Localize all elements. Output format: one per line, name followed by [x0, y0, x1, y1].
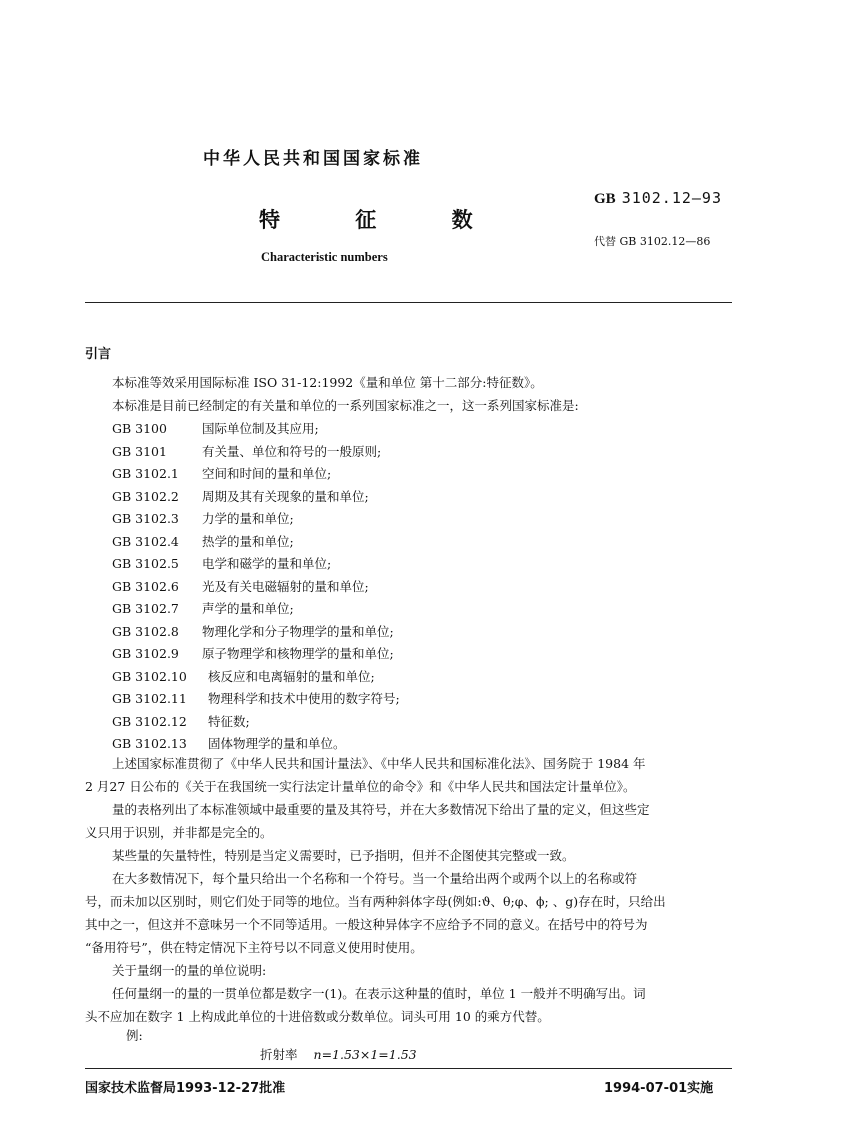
formula-expression: n=1.53×1=1.53 — [313, 1047, 417, 1062]
standard-code: GB 3102.3 — [112, 511, 179, 526]
standard-list-item — [112, 489, 369, 505]
standard-list-item — [112, 534, 294, 550]
example-label: 例: — [126, 1028, 143, 1043]
standard-name: 热学的量和单位; — [202, 534, 294, 549]
standard-number — [594, 189, 722, 208]
standard-name: 核反应和电离辐射的量和单位; — [208, 669, 375, 684]
standard-code: GB 3102.10 — [112, 669, 187, 684]
paragraph-7: 关于量纲一的量的单位说明: — [112, 963, 267, 978]
header-divider — [85, 302, 732, 303]
paragraph-6-line-4: “备用符号”，供在特定情况下主符号以不同意义使用时使用。 — [85, 940, 423, 955]
standard-list-item — [112, 714, 250, 730]
intro-paragraph-2: 本标准是目前已经制定的有关量和单位的一系列国家标准之一，这一系列国家标准是: — [112, 398, 579, 413]
paragraph-5: 某些量的矢量特性，特别是当定义需要时，已予指明，但并不企图使其完整或一致。 — [112, 848, 575, 863]
standard-name: 固体物理学的量和单位。 — [208, 736, 346, 751]
standard-list-item — [112, 511, 294, 527]
standard-list-item — [112, 736, 346, 752]
paragraph-8-line-1: 任何量纲一的量的一贯单位都是数字一(1)。在表示这种量的值时，单位 1 一般并不明确写出。词 — [112, 986, 646, 1001]
paragraph-6-line-1: 在大多数情况下，每个量只给出一个名称和一个符号。当一个量给出两个或两个以上的名称或符 — [112, 871, 638, 886]
paragraph-6-line-2: 号，而未加以区别时，则它们处于同等的地位。当有两种斜体字母(例如:ϑ、θ;φ、ϕ; 、g)存在时，只给出 — [85, 894, 666, 909]
paragraph-3-line-2: 2 月27 日公布的《关于在我国统一实行法定计量单位的命令》和《中华人民共和国法定计量单位》。 — [85, 779, 636, 794]
standard-code: GB 3102.12 — [112, 714, 187, 729]
standard-list-item — [112, 579, 369, 595]
standard-code: GB 3102.13 — [112, 736, 187, 751]
standard-code: GB 3102.9 — [112, 646, 179, 661]
standard-code: GB 3100 — [112, 421, 167, 436]
standard-list-item — [112, 556, 331, 572]
replaces-note: 代替 GB 3102.12—86 — [594, 235, 711, 248]
standard-code: GB 3102.2 — [112, 489, 179, 504]
standard-prefix: GB — [594, 191, 616, 207]
standard-name: 力学的量和单位; — [202, 511, 294, 526]
standard-list-item — [112, 466, 331, 482]
standard-code: GB 3102.7 — [112, 601, 179, 616]
paragraph-4-line-2: 义只用于识别，并非都是完全的。 — [85, 825, 273, 840]
intro-paragraph-1: 本标准等效采用国际标准 ISO 31-12:1992《量和单位 第十二部分:特征数》。 — [112, 375, 543, 390]
paragraph-3-line-1: 上述国家标准贯彻了《中华人民共和国计量法》、《中华人民共和国标准化法》、国务院于 1984 年 — [112, 756, 646, 771]
paragraph-6-line-3: 其中之一，但这并不意味另一个不同等适用。一般这种异体字不应给予不同的意义。在括号中的符号为 — [85, 917, 648, 932]
standard-name: 特征数; — [208, 714, 250, 729]
standard-name: 空间和时间的量和单位; — [202, 466, 332, 481]
standard-code: GB 3101 — [112, 444, 167, 459]
standard-code: 3102.12—93 — [621, 189, 722, 207]
document-title: 特 征 数 — [259, 208, 507, 232]
standard-list-item — [112, 624, 394, 640]
standard-list-item — [112, 601, 294, 617]
approval-note: 国家技术监督局1993-12-27批准 — [85, 1081, 286, 1096]
example-formula — [260, 1047, 417, 1063]
standard-name: 电学和磁学的量和单位; — [202, 556, 332, 571]
standard-name: 声学的量和单位; — [202, 601, 294, 616]
paragraph-8-line-2: 头不应加在数字 1 上构成此单位的十进倍数或分数单位。词头可用 10 的乘方代替。 — [85, 1009, 550, 1024]
standard-list-item — [112, 444, 381, 460]
standard-name: 物理科学和技术中使用的数字符号; — [208, 691, 400, 706]
standard-list-item — [112, 669, 375, 685]
effective-date: 1994-07-01实施 — [604, 1081, 714, 1096]
paragraph-4-line-1: 量的表格列出了本标准领域中最重要的量及其符号，并在大多数情况下给出了量的定义，但这些定 — [112, 802, 650, 817]
standard-code: GB 3102.6 — [112, 579, 179, 594]
standard-code: GB 3102.4 — [112, 534, 179, 549]
standard-name: 国际单位制及其应用; — [202, 421, 319, 436]
standard-name: 有关量、单位和符号的一般原则; — [202, 444, 382, 459]
standard-name: 光及有关电磁辐射的量和单位; — [202, 579, 369, 594]
english-title: Characteristic numbers — [261, 250, 388, 264]
standard-name: 原子物理学和核物理学的量和单位; — [202, 646, 394, 661]
standard-list-item — [112, 421, 319, 437]
footer-divider — [85, 1068, 732, 1069]
standard-name: 物理化学和分子物理学的量和单位; — [202, 624, 394, 639]
standard-code: GB 3102.5 — [112, 556, 179, 571]
standard-code: GB 3102.1 — [112, 466, 179, 481]
national-standard-heading: 中华人民共和国国家标准 — [203, 149, 423, 169]
standard-code: GB 3102.11 — [112, 691, 187, 706]
standard-list-item — [112, 646, 394, 662]
standard-code: GB 3102.8 — [112, 624, 179, 639]
section-title: 引言 — [85, 347, 112, 362]
formula-label: 折射率 — [260, 1047, 298, 1062]
standard-name: 周期及其有关现象的量和单位; — [202, 489, 369, 504]
standard-list-item — [112, 691, 400, 707]
